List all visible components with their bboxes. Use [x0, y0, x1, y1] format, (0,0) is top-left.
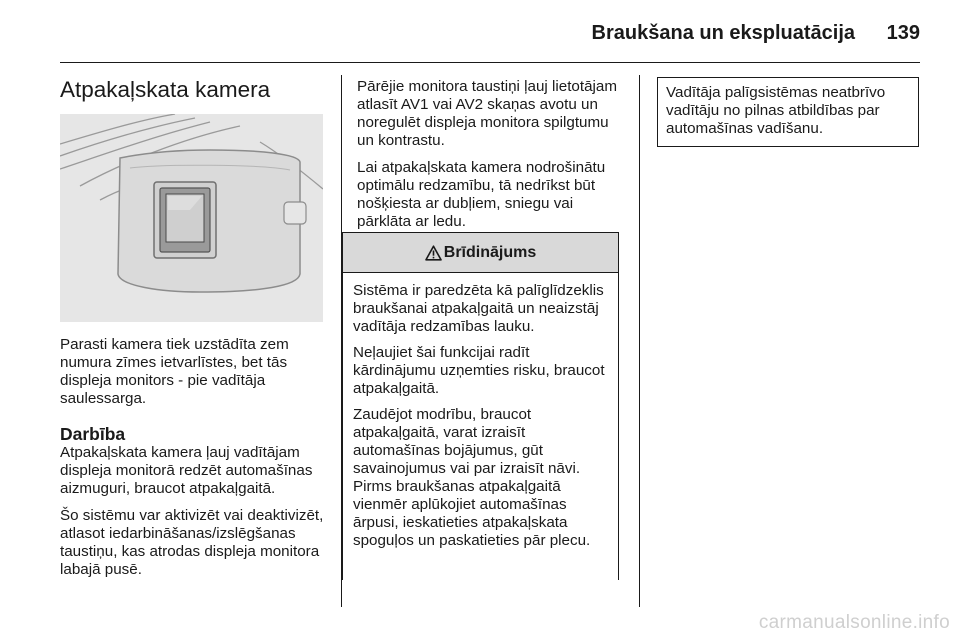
watermark: carmanualsonline.info [758, 612, 950, 633]
warning-triangle-icon [425, 245, 442, 261]
middle-column-text [357, 78, 627, 240]
warning-body [343, 273, 618, 550]
operation-heading: Darbība [60, 424, 126, 444]
intro-paragraph: Parasti kamera tiek uzstādīta zem numura zīmes ietvarlīstes, bet tās displeja monitors - pie vadītāja saulessarga. [60, 336, 289, 407]
operation-paragraph-1: Atpakaļskata kamera ļauj vadītājam displeja monitorā redzēt automašīnas aizmuguri, braucot atpakaļgaitā. [60, 444, 313, 497]
section-title: Atpakaļskata kamera [60, 77, 271, 102]
warning-box [342, 232, 619, 580]
warning-paragraph-1: Sistēma ir paredzēta kā palīglīdzeklis braukšanai atpakaļgaitā un neaizstāj vadītāja redzamības lauku. [353, 282, 604, 335]
chapter-title: Braukšana un ekspluatācija [591, 22, 855, 44]
visibility-paragraph: Lai atpakaļskata kamera nodrošinātu optimālu redzamību, tā nedrīkst būt nošķiesta ar dubļiem, sniegu vai pārklāta ar ledu. [357, 159, 606, 230]
warning-title: Brīdinājums [443, 243, 537, 261]
warning-paragraph-2: Neļaujiet šai funkcijai radīt kārdinājumu uzņemties risku, braucot atpakaļgaitā. [353, 344, 605, 397]
warning-paragraph-3: Zaudējot modrību, braucot atpakaļgaitā, varat izraisīt automašīnas bojājumus, gūt savainojumus vai par izraisīt nāvi. Pirms braukšanas atpakaļgaitā vienmēr aplūkojiet automašīnas ārpusi, ieskatieties atpakaļskata spoguļos un paskatieties pār plecu. [353, 406, 591, 549]
sun-visor-monitor-illustration [60, 114, 323, 322]
header-rule [60, 62, 920, 63]
operation-paragraph-2: Šo sistēmu var aktivizēt vai deaktivizēt, atlasot iedarbināšanas/izslēgšanas taustiņu, kas atrodas displeja monitora labajā pusē. [60, 507, 324, 578]
warning-header [343, 233, 618, 273]
buttons-paragraph: Pārējie monitora taustiņi ļauj lietotājam atlasīt AV1 vai AV2 skaņas avotu un noregulēt displeja monitora spilgtumu un kontrastu. [357, 78, 618, 149]
column-divider-right [639, 75, 640, 607]
note-text: Vadītāja palīgsistēmas neatbrīvo vadītāju no pilnas atbildības par automašīnas vadīšanu. [666, 84, 886, 137]
left-column-text [60, 336, 332, 588]
page-number: 139 [886, 22, 920, 44]
note-box [657, 77, 919, 147]
